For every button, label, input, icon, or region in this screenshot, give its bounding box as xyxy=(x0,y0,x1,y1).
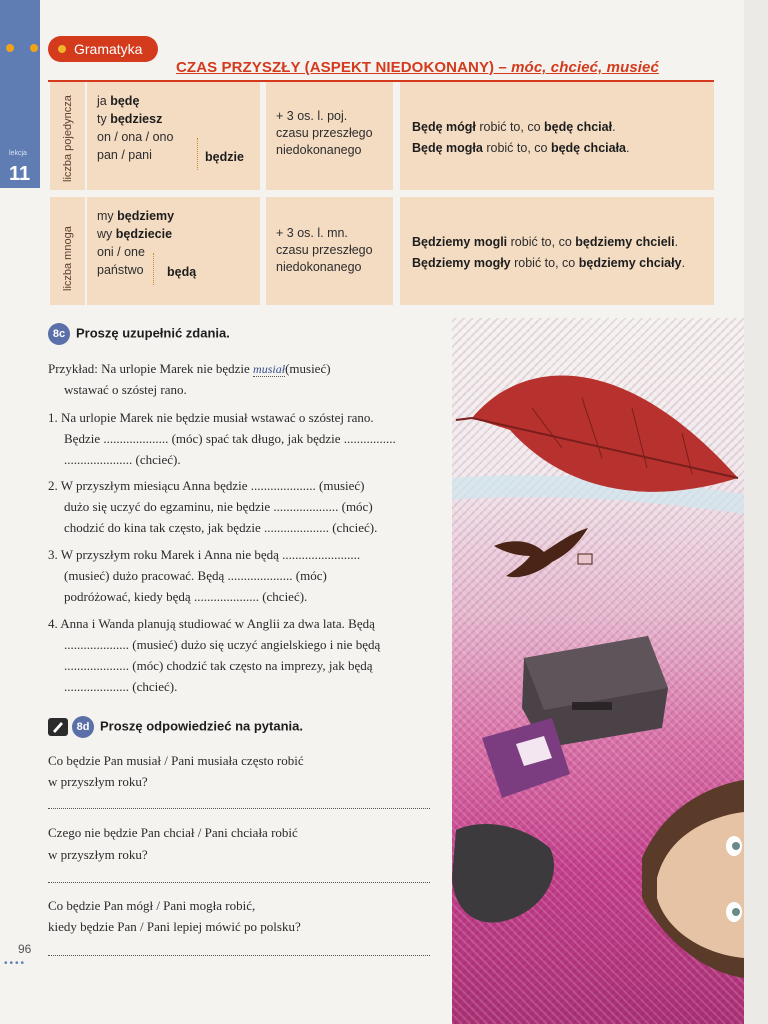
handwritten-answer: musiał xyxy=(253,362,286,376)
pronoun: państwo xyxy=(97,263,144,277)
exercise-line[interactable]: Będzie .................... (móc) spać tak długo, jak będzie ................ xyxy=(64,431,396,446)
plural-label-cell xyxy=(50,197,85,305)
rule-line: czasu przeszłego xyxy=(276,243,373,257)
answer-line[interactable] xyxy=(48,955,430,956)
singular-pronoun-cell xyxy=(87,82,260,190)
rule-line: + 3 os. l. mn. xyxy=(276,226,348,240)
leaf-icon xyxy=(456,375,738,491)
lesson-label: lekcja xyxy=(9,150,27,157)
rule-line: niedokonanego xyxy=(276,260,362,274)
verb-form: będziemy xyxy=(117,209,175,223)
verb-form: będziesz xyxy=(110,112,163,126)
orange-dot-icon xyxy=(30,44,38,52)
page-number: 96 xyxy=(18,942,32,956)
face-illustration xyxy=(642,780,744,978)
question-line: Czego nie będzie Pan chciał / Pani chciała robić xyxy=(48,825,298,840)
page-dots-icon: •••• xyxy=(4,958,27,969)
orange-dot-icon xyxy=(6,44,14,52)
exercise-instruction: Proszę uzupełnić zdania. xyxy=(76,325,230,341)
singular-label-cell xyxy=(50,82,85,190)
verb-form: będę xyxy=(110,94,140,108)
question-line: w przyszłym roku? xyxy=(48,774,148,789)
exercise-line[interactable]: dużo się uczyć do egzaminu, nie będzie .................... (móc) xyxy=(64,499,373,514)
verb-form: będą xyxy=(167,265,197,279)
example-text: (musieć) xyxy=(285,361,331,376)
pronoun: pan / pani xyxy=(97,148,152,162)
example-bold: będę chciała xyxy=(550,141,626,155)
exercise-line[interactable]: (musieć) dużo pracować. Będą .................... (móc) xyxy=(64,568,327,583)
exercise-number-badge: 8c xyxy=(48,323,70,345)
pronoun: oni / one xyxy=(97,245,145,259)
example-bold: Będziemy mogli xyxy=(412,235,508,249)
exercise-line[interactable]: 2. W przyszłym miesiącu Anna będzie .................... (musieć) xyxy=(48,478,365,493)
pronoun: wy xyxy=(97,227,113,241)
example-text: . xyxy=(681,256,686,270)
exercise-8c-heading xyxy=(48,323,230,345)
exercise-line[interactable]: ..................... (chcieć). xyxy=(64,452,181,467)
plural-label: liczba mnoga xyxy=(62,226,74,291)
example-bold: Będziemy mogły xyxy=(412,256,511,270)
example-text: . xyxy=(674,235,679,249)
singular-rule-cell xyxy=(266,82,393,190)
example-text: . xyxy=(626,141,630,155)
lesson-side-band xyxy=(0,0,40,188)
example-text: . xyxy=(612,120,616,134)
rule-line: czasu przeszłego xyxy=(276,126,373,140)
example-bold: Będę mógł xyxy=(412,120,476,134)
plural-pronoun-cell xyxy=(87,197,260,305)
exercise-line: 4. Anna i Wanda planują studiować w Anglii za dwa lata. Będą xyxy=(48,616,375,631)
exercise-line[interactable]: .................... (móc) chodzić tak często na imprezy, jak będą xyxy=(64,658,373,673)
question-line: kiedy będzie Pan / Pani lepiej mówić po polsku? xyxy=(48,919,301,934)
plural-rule-cell xyxy=(266,197,393,305)
example-bold: będziemy chcieli xyxy=(575,235,675,249)
example-bold: będę chciał xyxy=(544,120,613,134)
bullet-icon xyxy=(58,45,66,53)
title-main: CZAS PRZYSZŁY (ASPEKT NIEDOKONANY) – xyxy=(176,59,512,76)
lesson-number: 11 xyxy=(9,163,31,185)
bracket xyxy=(197,138,198,170)
pronoun: my xyxy=(97,209,114,223)
answer-line[interactable] xyxy=(48,808,430,809)
pronoun: ja xyxy=(97,94,107,108)
question-line: Co będzie Pan mógł / Pani mogła robić, xyxy=(48,898,256,913)
stone-icon xyxy=(452,824,554,923)
page-title xyxy=(176,59,659,76)
question-line: Co będzie Pan musiał / Pani musiała często robić xyxy=(48,753,304,768)
pronoun: on / ona / ono xyxy=(97,130,174,144)
rule-line: + 3 os. l. poj. xyxy=(276,109,348,123)
exercise-number-badge: 8d xyxy=(72,716,94,738)
exercise-8d-heading xyxy=(48,716,303,738)
exercise-line[interactable]: chodzić do kina tak często, jak będzie .................... (chcieć). xyxy=(64,520,378,535)
exercise-instruction: Proszę odpowiedzieć na pytania. xyxy=(100,718,303,734)
example-text: robić to, co xyxy=(510,256,579,270)
exercise-line[interactable]: .................... (musieć) dużo się uczyć angielskiego i nie będą xyxy=(64,637,381,652)
exercise-line: 1. Na urlopie Marek nie będzie musiał wstawać o szóstej rano. xyxy=(48,410,374,425)
writing-icon xyxy=(48,718,68,736)
verb-form: będzie xyxy=(205,150,244,164)
example-line xyxy=(48,359,331,380)
verb-form: będziecie xyxy=(115,227,173,241)
exercise-line[interactable]: podróżować, kiedy będą .................... (chcieć). xyxy=(64,589,308,604)
section-badge xyxy=(48,36,158,62)
exercise-line[interactable]: 3. W przyszłym roku Marek i Anna nie będą ........................ xyxy=(48,547,361,562)
exercise-line[interactable]: .................... (chcieć). xyxy=(64,679,178,694)
page-edge xyxy=(744,0,768,1024)
title-italic: móc, chcieć, musieć xyxy=(511,59,659,76)
section-badge-label: Gramatyka xyxy=(74,41,143,57)
example-bold: będziemy chciały xyxy=(578,256,682,270)
bird-icon xyxy=(494,528,592,577)
example-bold: Będę mogła xyxy=(412,141,483,155)
bracket xyxy=(153,253,154,285)
example-text: robić to, co xyxy=(475,120,544,134)
singular-example-cell xyxy=(400,82,714,190)
singular-label: liczba pojedyncza xyxy=(62,95,74,182)
question-line: w przyszłym roku? xyxy=(48,847,148,862)
example-text: Przykład: Na urlopie Marek nie będzie xyxy=(48,361,254,376)
plural-example-cell xyxy=(400,197,714,305)
pronoun: ty xyxy=(97,112,107,126)
example-line: wstawać o szóstej rano. xyxy=(64,382,187,397)
example-text: robić to, co xyxy=(482,141,551,155)
example-text: robić to, co xyxy=(507,235,576,249)
rule-line: niedokonanego xyxy=(276,143,362,157)
answer-line[interactable] xyxy=(48,882,430,883)
collage-illustration xyxy=(452,318,744,1024)
